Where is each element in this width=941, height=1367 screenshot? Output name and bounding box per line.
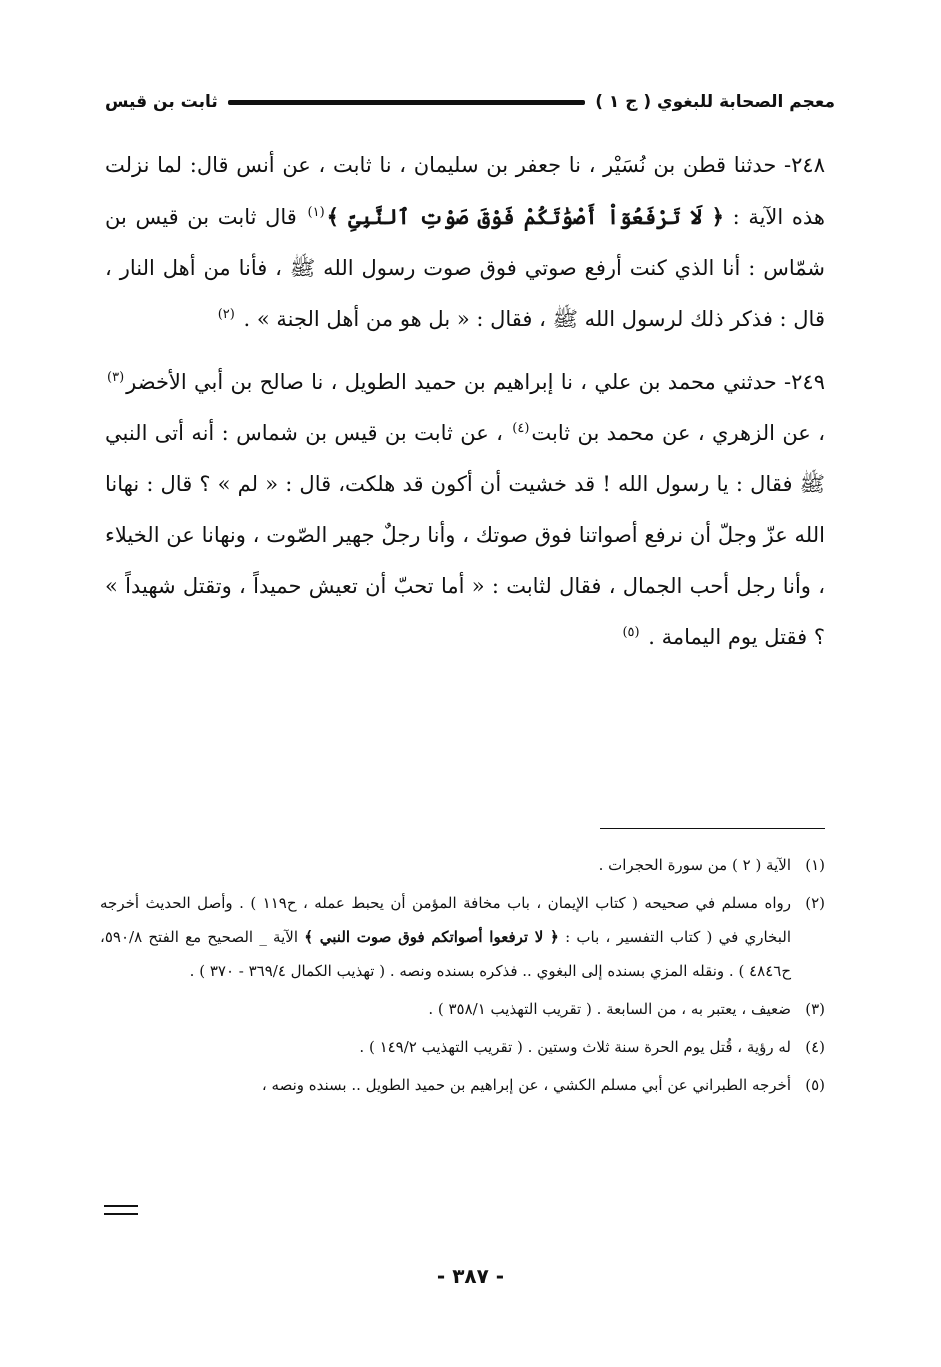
footnote-text: الآية ( ٢ ) من سورة الحجرات . — [598, 856, 791, 874]
footnote-text — [100, 886, 791, 988]
hadith-text: ، عن ثابت بن قيس بن شماس : أنه أتى النبي ﷺ فقال : يا رسول الله ! قد خشيت أن أكون قد هلكت، قال : « لم » ؟ قال : نهانا الله عزّ وجلّ أن نرفع أصواتنا فوق صوتك ، وأنا رجلٌ جهير الصّوت ، ونهانا عن الخيلاء ، وأنا رجل أحب الجمال ، فقال لثابت : « أما تحبّ أن تعيش حميداً ، وتقتل شهيداً » ؟ فقتل يوم اليمامة . — [105, 421, 825, 649]
running-header — [105, 84, 835, 120]
footnote-quran: ﴿ لا ترفعوا أصواتكم فوق صوت النبي ﴾ — [304, 928, 559, 946]
main-text — [105, 140, 825, 675]
hadith-number: ٢٤٩- — [776, 370, 825, 394]
hadith-number: ٢٤٨- — [776, 153, 825, 177]
footnotes — [100, 848, 825, 1106]
quran-verse: ﴿ لَا تَرْفَعُوٓاْ أَصْوَٰتَكُمْ فَوْقَ صَوْتِ ٱلنَّبِىِّ ﴾ — [326, 204, 724, 229]
footnote-ref: (١) — [307, 205, 325, 220]
section-title: ثابت بن قيس — [105, 92, 218, 112]
hadith-text: ، عن الزهري ، عن محمد بن ثابت — [531, 421, 825, 445]
footnote-text-part: رواه مسلم في صحيحه ( كتاب الإيمان ، باب مخافة المؤمن أن يحبط عمله ، ح١١٩ ) . وأصل الحديث أخرجه البخاري في ( كتاب التفسير ، باب : — [100, 894, 792, 946]
header-rule — [228, 100, 585, 105]
footnote-text: له رؤية ، قُتل يوم الحرة سنة ثلاث وستين . ( تقريب التهذيب ١٤٩/٢ ) . — [359, 1038, 791, 1056]
continuation-mark — [104, 1205, 138, 1215]
hadith-text: قال ثابت بن قيس بن شمّاس : أنا الذي كنت أرفع صوتي فوق صوت رسول الله ﷺ ، فأنا من أهل النار ، قال : فذكر ذلك لرسول الله ﷺ ، فقال : « بل هو من أهل الجنة » . — [105, 205, 825, 331]
footnote-number: (٤) — [805, 1038, 825, 1056]
hadith-248 — [105, 140, 825, 345]
footnote-text: أخرجه الطبراني عن أبي مسلم الكشي ، عن إبراهيم بن حميد الطويل .. بسنده ونصه ، — [261, 1076, 791, 1094]
hadith-text: حدثنا قطن بن نُسَيْر ، نا جعفر بن سليمان ، نا ثابت ، عن أنس قال: لما نزلت هذه الآية : — [105, 153, 825, 229]
footnote-4 — [100, 1030, 825, 1064]
footnote-3 — [100, 992, 825, 1026]
footnote-text: ضعيف ، يعتبر به ، من السابعة . ( تقريب التهذيب ٣٥٨/١ ) . — [428, 1000, 791, 1018]
hadith-text: حدثني محمد بن علي ، نا إبراهيم بن حميد الطويل ، نا صالح بن أبي الأخضر — [126, 370, 777, 394]
hadith-249 — [105, 357, 825, 663]
footnote-ref: (٣) — [107, 370, 125, 385]
footnote-number: (٥) — [805, 1076, 825, 1094]
footnote-separator — [600, 828, 825, 829]
footnote-2 — [100, 886, 825, 988]
footnote-number: (٣) — [805, 1000, 825, 1018]
footnote-text-part: الآية _ الصحيح مع الفتح ٥٩٠/٨، ح٤٨٤٦ ) . ونقله المزي بسنده إلى البغوي .. فذكره بسنده ونصه . ( تهذيب الكمال ٣٦٩/٤ - ٣٧٠ ) . — [100, 928, 791, 980]
footnote-ref: (٢) — [217, 307, 235, 322]
footnote-5 — [100, 1068, 825, 1102]
footnote-ref: (٥) — [622, 625, 640, 640]
footnote-number: (٢) — [805, 894, 825, 912]
book-title: معجم الصحابة للبغوي ( ج ١ ) — [595, 92, 835, 112]
footnote-number: (١) — [805, 856, 825, 874]
page-number: - ٣٨٧ - — [436, 1264, 505, 1288]
footnote-ref: (٤) — [512, 421, 530, 436]
footnote-1 — [100, 848, 825, 882]
